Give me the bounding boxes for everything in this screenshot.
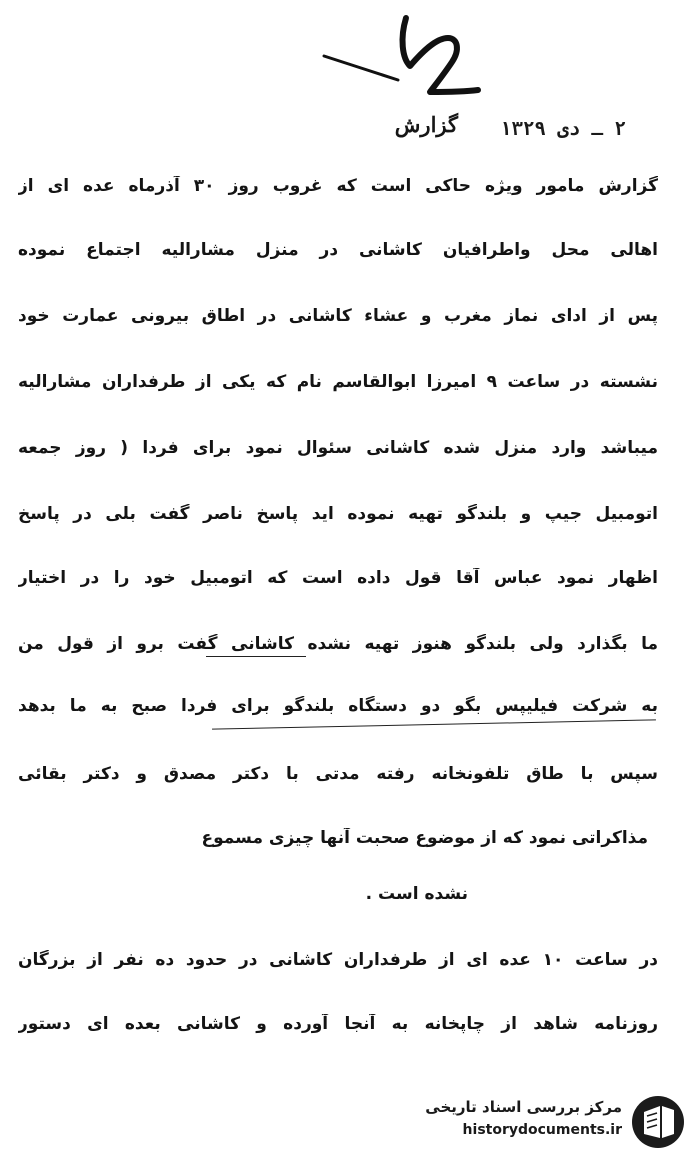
report-line: مذاکراتی نمود که از موضوع صحبت آنها چیزی مسموع [201,828,648,848]
report-line: روزنامه شاهد از چاپخانه به آنجا آورده و کاشانی بعده ای دستور [18,1014,658,1034]
report-line: اهالی محل واطرافیان کاشانی در منزل مشارالیه اجتماع نموده [18,240,658,260]
report-line: نشسته در ساعت ۹ امیرزا ابوالقاسم نام که یکی از طرفداران مشارالیه [18,372,658,392]
report-line: به شرکت فیلیپس بگو دو دستگاه بلندگو برای فردا صبح به ما بدهد [18,696,658,716]
report-line: در ساعت ۱۰ عده ای از طرفداران کاشانی در حدود ده نفر از بزرگان [18,950,658,970]
report-line: میباشد وارد منزل شده کاشانی سئوال نمود برای فردا ( روز جمعه [18,438,658,458]
report-line: ما بگذارد ولی بلندگو هنوز تهیه نشده کاشانی گفت برو از قول من [18,634,658,654]
archive-logo-icon [630,1094,686,1150]
watermark-title: مرکز بررسی اسناد تاریخی [425,1098,622,1116]
report-line: نشده است . [365,884,468,904]
report-line: اظهار نمود عباس آقا قول داده است که اتومبیل خود را در اختیار [18,568,658,588]
report-line: گزارش مامور ویژه حاکی است که غروب روز ۳۰ آذرماه عده ای از [18,176,658,196]
report-line: سپس با طاق تلفونخانه رفته مدتی با دکتر مصدق و دکتر بقائی [18,764,658,784]
document-date: ۲ ـ دی ۱۳۲۹ [500,118,626,140]
report-line: اتومبیل جیپ و بلندگو تهیه نموده اید پاسخ ناصر گفت بلی در پاسخ [18,504,658,524]
document-title: گزارش [394,112,458,137]
archive-watermark [400,1092,692,1152]
watermark-url: historydocuments.ir [462,1122,622,1138]
underline-mark [206,656,306,657]
report-line: پس از ادای نماز مغرب و عشاء کاشانی در اطاق بیرونی عمارت خود [18,306,658,326]
underline-mark [212,719,656,729]
